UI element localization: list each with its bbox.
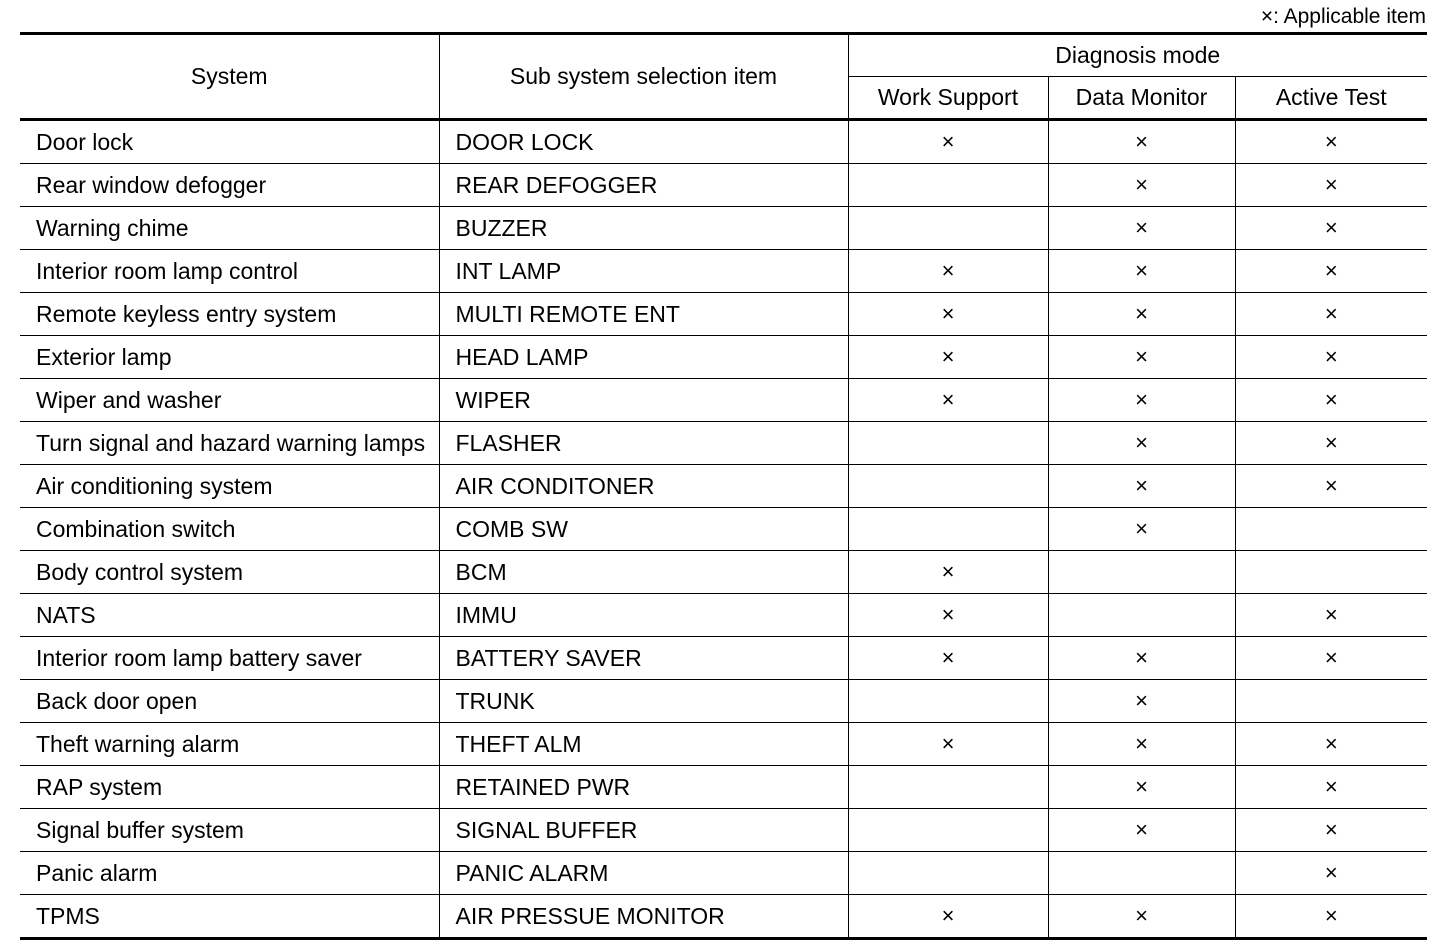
data-monitor-mark: × [1048,164,1235,207]
data-monitor-mark [1048,594,1235,637]
active-test-mark: × [1235,465,1427,508]
table-row [20,164,1427,207]
sub-system-cell: IMMU [439,594,848,637]
active-test-mark: × [1235,422,1427,465]
sub-system-cell: TRUNK [439,680,848,723]
active-test-mark: × [1235,250,1427,293]
sub-system-cell: MULTI REMOTE ENT [439,293,848,336]
work-support-mark: × [848,120,1048,164]
data-monitor-mark: × [1048,766,1235,809]
table-header [20,34,1427,120]
active-test-mark: × [1235,723,1427,766]
sub-system-cell: SIGNAL BUFFER [439,809,848,852]
system-cell: Turn signal and hazard warning lamps [20,422,439,465]
work-support-mark [848,508,1048,551]
active-test-mark: × [1235,594,1427,637]
system-cell: Remote keyless entry system [20,293,439,336]
active-test-mark: × [1235,336,1427,379]
work-support-mark: × [848,723,1048,766]
data-monitor-mark: × [1048,809,1235,852]
system-cell: TPMS [20,895,439,939]
work-support-mark [848,809,1048,852]
active-test-mark: × [1235,164,1427,207]
system-cell: Interior room lamp control [20,250,439,293]
system-cell: Interior room lamp battery saver [20,637,439,680]
work-support-mark: × [848,379,1048,422]
work-support-mark [848,852,1048,895]
sub-system-cell: FLASHER [439,422,848,465]
work-support-mark: × [848,336,1048,379]
data-monitor-mark: × [1048,336,1235,379]
sub-system-cell: DOOR LOCK [439,120,848,164]
active-test-mark: × [1235,766,1427,809]
active-test-mark: × [1235,809,1427,852]
table-row [20,120,1427,164]
table-row [20,379,1427,422]
active-test-mark: × [1235,120,1427,164]
work-support-mark: × [848,293,1048,336]
active-test-mark [1235,680,1427,723]
active-test-mark: × [1235,895,1427,939]
sub-system-cell: RETAINED PWR [439,766,848,809]
sub-system-cell: AIR PRESSUE MONITOR [439,895,848,939]
sub-system-cell: BUZZER [439,207,848,250]
work-support-mark: × [848,594,1048,637]
data-monitor-mark: × [1048,250,1235,293]
system-cell: Warning chime [20,207,439,250]
active-test-mark: × [1235,293,1427,336]
table-row [20,293,1427,336]
sub-system-cell: AIR CONDITONER [439,465,848,508]
system-cell: Panic alarm [20,852,439,895]
header-work-support: Work Support [848,77,1048,120]
active-test-mark [1235,508,1427,551]
data-monitor-mark: × [1048,120,1235,164]
data-monitor-mark: × [1048,379,1235,422]
data-monitor-mark: × [1048,293,1235,336]
system-cell: Air conditioning system [20,465,439,508]
table-row [20,766,1427,809]
system-cell: Rear window defogger [20,164,439,207]
header-data-monitor: Data Monitor [1048,77,1235,120]
table-row [20,852,1427,895]
data-monitor-mark: × [1048,680,1235,723]
sub-system-cell: REAR DEFOGGER [439,164,848,207]
work-support-mark [848,680,1048,723]
system-cell: Body control system [20,551,439,594]
table-row [20,680,1427,723]
table-row [20,336,1427,379]
table-row [20,508,1427,551]
work-support-mark: × [848,551,1048,594]
work-support-mark [848,164,1048,207]
data-monitor-mark: × [1048,207,1235,250]
active-test-mark: × [1235,379,1427,422]
system-cell: Exterior lamp [20,336,439,379]
system-cell: NATS [20,594,439,637]
system-cell: RAP system [20,766,439,809]
system-cell: Signal buffer system [20,809,439,852]
table-row [20,465,1427,508]
work-support-mark [848,207,1048,250]
work-support-mark: × [848,895,1048,939]
system-cell: Door lock [20,120,439,164]
data-monitor-mark: × [1048,637,1235,680]
table-row [20,723,1427,766]
table-row [20,637,1427,680]
table-row [20,250,1427,293]
table-row [20,895,1427,939]
table-row [20,551,1427,594]
work-support-mark: × [848,637,1048,680]
data-monitor-mark: × [1048,422,1235,465]
table-body [20,120,1427,939]
active-test-mark: × [1235,637,1427,680]
table-row [20,594,1427,637]
data-monitor-mark [1048,852,1235,895]
system-cell: Theft warning alarm [20,723,439,766]
system-cell: Back door open [20,680,439,723]
work-support-mark [848,766,1048,809]
sub-system-cell: BCM [439,551,848,594]
sub-system-cell: PANIC ALARM [439,852,848,895]
sub-system-cell: COMB SW [439,508,848,551]
sub-system-cell: INT LAMP [439,250,848,293]
applicable-item-legend: ×: Applicable item [1260,5,1426,28]
active-test-mark [1235,551,1427,594]
active-test-mark: × [1235,852,1427,895]
data-monitor-mark: × [1048,508,1235,551]
header-diagnosis-mode: Diagnosis mode [848,34,1427,77]
table-row [20,207,1427,250]
system-cell: Combination switch [20,508,439,551]
sub-system-cell: WIPER [439,379,848,422]
data-monitor-mark: × [1048,723,1235,766]
table-row [20,809,1427,852]
sub-system-cell: BATTERY SAVER [439,637,848,680]
system-cell: Wiper and washer [20,379,439,422]
work-support-mark [848,465,1048,508]
data-monitor-mark [1048,551,1235,594]
active-test-mark: × [1235,207,1427,250]
data-monitor-mark: × [1048,895,1235,939]
sub-system-cell: HEAD LAMP [439,336,848,379]
header-active-test: Active Test [1235,77,1427,120]
sub-system-cell: THEFT ALM [439,723,848,766]
header-sub-system: Sub system selection item [439,34,848,120]
work-support-mark [848,422,1048,465]
work-support-mark: × [848,250,1048,293]
table-row [20,422,1427,465]
diagnosis-mode-table [20,32,1427,940]
header-system: System [20,34,439,120]
data-monitor-mark: × [1048,465,1235,508]
